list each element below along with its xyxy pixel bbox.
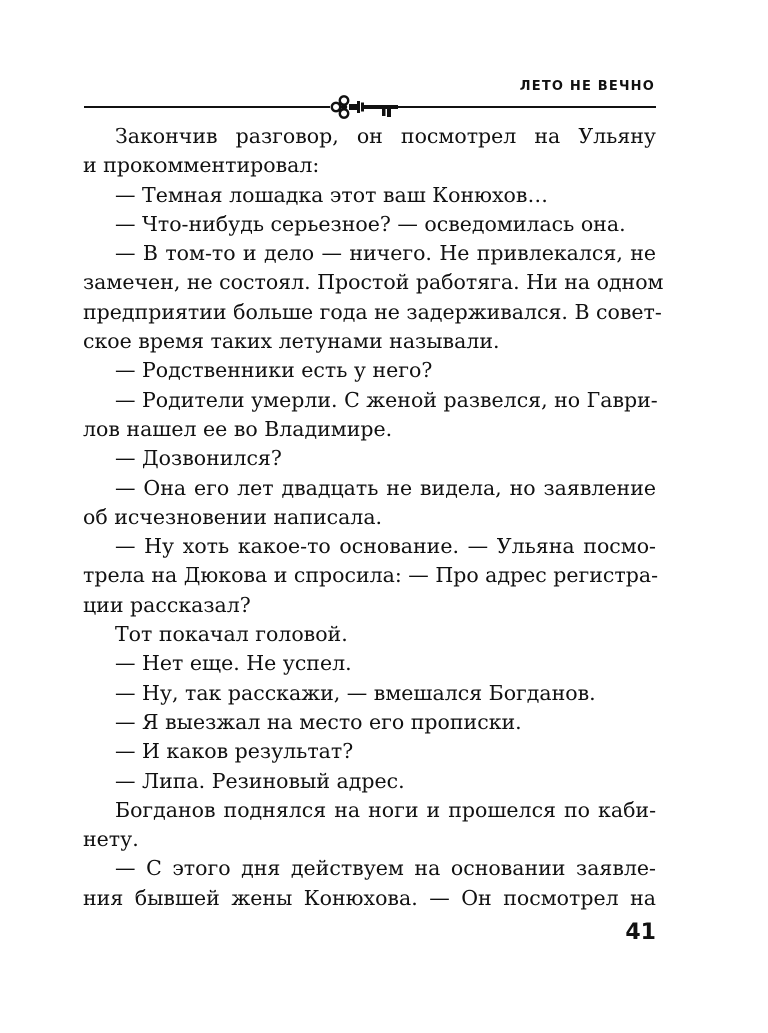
text-line: — Темная лошадка этот ваш Конюхов…: [115, 182, 548, 207]
text-line: — Дозвонился?: [115, 446, 282, 471]
text-line: нету.: [83, 827, 139, 852]
header-rule-left: [84, 106, 330, 108]
text-line: ское время таких летунами называли.: [83, 329, 500, 354]
text-line: — Что-нибудь серьезное? — осведомилась она.: [115, 211, 626, 236]
running-title: ЛЕТО НЕ ВЕЧНО: [519, 79, 655, 94]
text-line: Тот покачал головой.: [115, 622, 348, 647]
key-icon: [330, 95, 400, 119]
text-line: — Я выезжал на место его прописки.: [115, 709, 522, 734]
text-line: — Родители умерли. С женой развелся, но Гаври-: [115, 387, 658, 412]
text-line: — Нет еще. Не успел.: [115, 651, 352, 676]
text-line: — В том-то и дело — ничего. Не привлекался, не: [115, 241, 656, 266]
text-line: лов нашел ее во Владимире.: [83, 416, 393, 441]
text-line: об исчезновении написала.: [83, 504, 383, 529]
text-line: трела на Дюкова и спросила: — Про адрес регистра-: [83, 563, 659, 588]
text-line: — Ну, так расскажи, — вмешался Богданов.: [115, 680, 596, 705]
text-line: и прокомментировал:: [83, 153, 320, 178]
text-line: — С этого дня действуем на основании заявле-: [115, 856, 656, 881]
text-line: — И каков результат?: [115, 739, 354, 764]
page-number: 41: [625, 920, 656, 945]
text-line: — Ну хоть какое-то основание. — Ульяна посмо-: [115, 534, 656, 559]
text-line: ния бывшей жены Конюхова. — Он посмотрел на: [83, 885, 656, 910]
body-text: [83, 122, 664, 913]
text-line: ции рассказал?: [83, 592, 251, 617]
header-rule-right: [398, 106, 656, 108]
text-line: замечен, не состоял. Простой работяга. Ни на одном: [83, 270, 664, 295]
text-line: Богданов поднялся на ноги и прошелся по каби-: [115, 797, 656, 822]
text-line: — Родственники есть у него?: [115, 358, 433, 383]
text-line: — Липа. Резиновый адрес.: [115, 768, 405, 793]
text-line: Закончив разговор, он посмотрел на Ульяну: [115, 124, 656, 148]
text-line: предприятии больше года не задерживался. В совет-: [83, 299, 662, 324]
text-line: — Она его лет двадцать не видела, но заявление: [115, 475, 656, 500]
